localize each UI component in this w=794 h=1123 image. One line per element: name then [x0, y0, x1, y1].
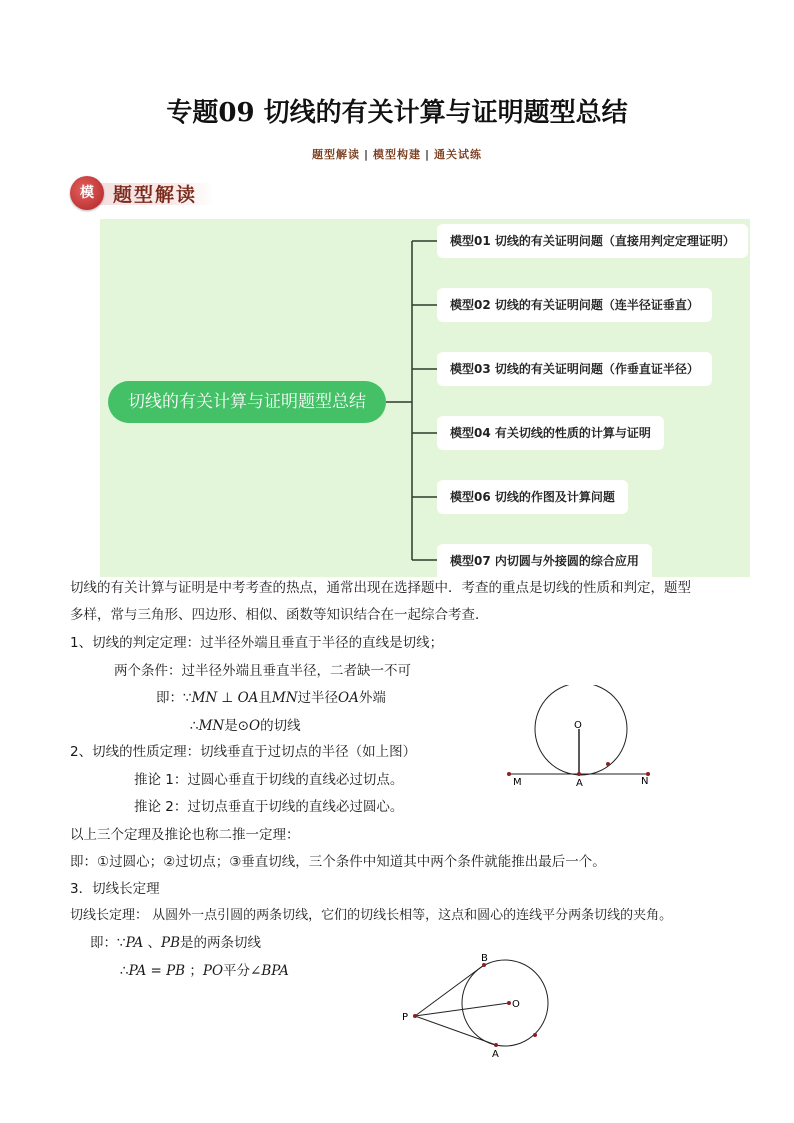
math-mn: MN	[191, 690, 218, 706]
therefore-symbol: ∴	[120, 963, 129, 979]
math-oa: OA	[237, 690, 259, 706]
tangent-figure	[500, 685, 660, 790]
subnav-item-interpretation[interactable]: 题型解读	[311, 148, 360, 161]
page-title: 专题09 切线的有关计算与证明题型总结	[166, 98, 628, 128]
point-a-2	[494, 1043, 498, 1047]
math-oa: OA	[338, 690, 359, 706]
section-heading: 题型解读	[113, 184, 198, 206]
section-badge-icon: 模	[70, 176, 104, 210]
corollary-1: 推论 1：过圆心垂直于切线的直线必过切点。	[134, 772, 404, 788]
two-imply-one-detail: 即：①过圆心；②过切点；③垂直切线，三个条件中知道其中两个条件就能推出最后一个。	[70, 854, 606, 870]
math-pa: PA	[125, 935, 144, 951]
intro-line-1: 切线的有关计算与证明是中考考查的热点，通常出现在选择题中．考查的重点是切线的性质和判定，题型	[70, 580, 691, 596]
theorem-1-conclusion	[190, 716, 301, 736]
text-fragment: 平分	[223, 963, 251, 979]
therefore-symbol: ∴	[190, 718, 199, 734]
corollary-2: 推论 2：过切点垂直于切线的直线必过圆心。	[134, 799, 404, 815]
text-fragment: 且	[258, 690, 272, 706]
theorem-3-heading: 3．切线长定理	[70, 881, 160, 897]
label-n: N	[641, 776, 649, 787]
text-fragment: 是⊙	[224, 718, 250, 734]
point-a	[577, 772, 581, 776]
text-fragment: 是的两条切线	[180, 935, 261, 951]
point-m	[507, 772, 511, 776]
text-fragment: 即：∵	[90, 935, 126, 951]
intro-line-2: 多样，常与三角形、四边形、相似、函数等知识结合在一起综合考查．	[70, 607, 489, 623]
math-o: O	[249, 718, 261, 734]
theorem-3-conclusion	[120, 961, 289, 981]
label-o: O	[574, 720, 582, 731]
math-mn: MN	[271, 690, 298, 706]
mindmap-node-model04[interactable]: 模型04 有关切线的性质的计算与证明	[437, 416, 664, 450]
subnav-item-model[interactable]: 模型构建	[373, 148, 421, 161]
mindmap-node-model02[interactable]: 模型02 切线的有关证明问题（连半径证垂直）	[437, 288, 712, 322]
label-a: A	[576, 778, 583, 789]
mindmap-node-model07[interactable]: 模型07 内切圆与外接圆的综合应用	[437, 544, 652, 577]
theorem-3-given	[90, 933, 261, 953]
theorem-2: 2、切线的性质定理：切线垂直于过切点的半径（如上图）	[70, 744, 417, 760]
math-mn: MN	[198, 718, 225, 734]
label-m: M	[513, 777, 522, 788]
text-fragment: 即：∵	[156, 690, 192, 706]
label-a-2: A	[492, 1049, 499, 1060]
theorem-1-conditions: 两个条件：过半径外端且垂直半径，二者缺一不可	[114, 663, 411, 679]
theorem-1: 1、切线的判定定理：过半径外端且垂直于半径的直线是切线；	[70, 635, 444, 651]
text-fragment: 、	[143, 935, 161, 951]
tangent-length-figure	[395, 950, 565, 1062]
point-on-circle	[606, 762, 610, 766]
mindmap-node-model06[interactable]: 模型06 切线的作图及计算问题	[437, 480, 628, 514]
theorem-3-statement: 切线长定理： 从圆外一点引圆的两条切线，它们的切线长相等，这点和圆心的连线平分两条切线的夹角。	[70, 908, 673, 923]
mindmap-node-model03[interactable]: 模型03 切线的有关证明问题（作垂直证半径）	[437, 352, 712, 386]
point-o	[507, 1001, 511, 1005]
subnav-separator: |	[363, 148, 369, 161]
text-fragment: 的切线	[260, 718, 301, 734]
math-angle-bpa: ∠BPA	[250, 963, 289, 979]
math-pb: PB	[160, 935, 180, 951]
two-imply-one-heading: 以上三个定理及推论也称二推一定理：	[70, 827, 300, 843]
text-fragment: 过半径	[297, 690, 339, 706]
mindmap-root: 切线的有关计算与证明题型总结	[108, 381, 386, 423]
math-perp: ⊥	[217, 690, 238, 706]
subnav-item-practice[interactable]: 通关试练	[434, 148, 483, 161]
tangent-pa	[415, 1016, 496, 1045]
point-on-circle-2	[533, 1033, 537, 1037]
mindmap-node-model01[interactable]: 模型01 切线的有关证明问题（直接用判定定理证明）	[437, 224, 748, 258]
text-fragment: ；	[185, 963, 203, 979]
math-pa-eq-pb: PA = PB	[128, 963, 186, 979]
theorem-1-formula	[156, 688, 386, 708]
point-p	[413, 1014, 417, 1018]
label-p: P	[402, 1012, 409, 1023]
label-b: B	[481, 953, 488, 964]
math-po: PO	[202, 963, 224, 979]
label-o-2: O	[512, 999, 520, 1010]
subnav-separator: |	[425, 148, 431, 161]
text-fragment: 外端	[358, 690, 386, 706]
